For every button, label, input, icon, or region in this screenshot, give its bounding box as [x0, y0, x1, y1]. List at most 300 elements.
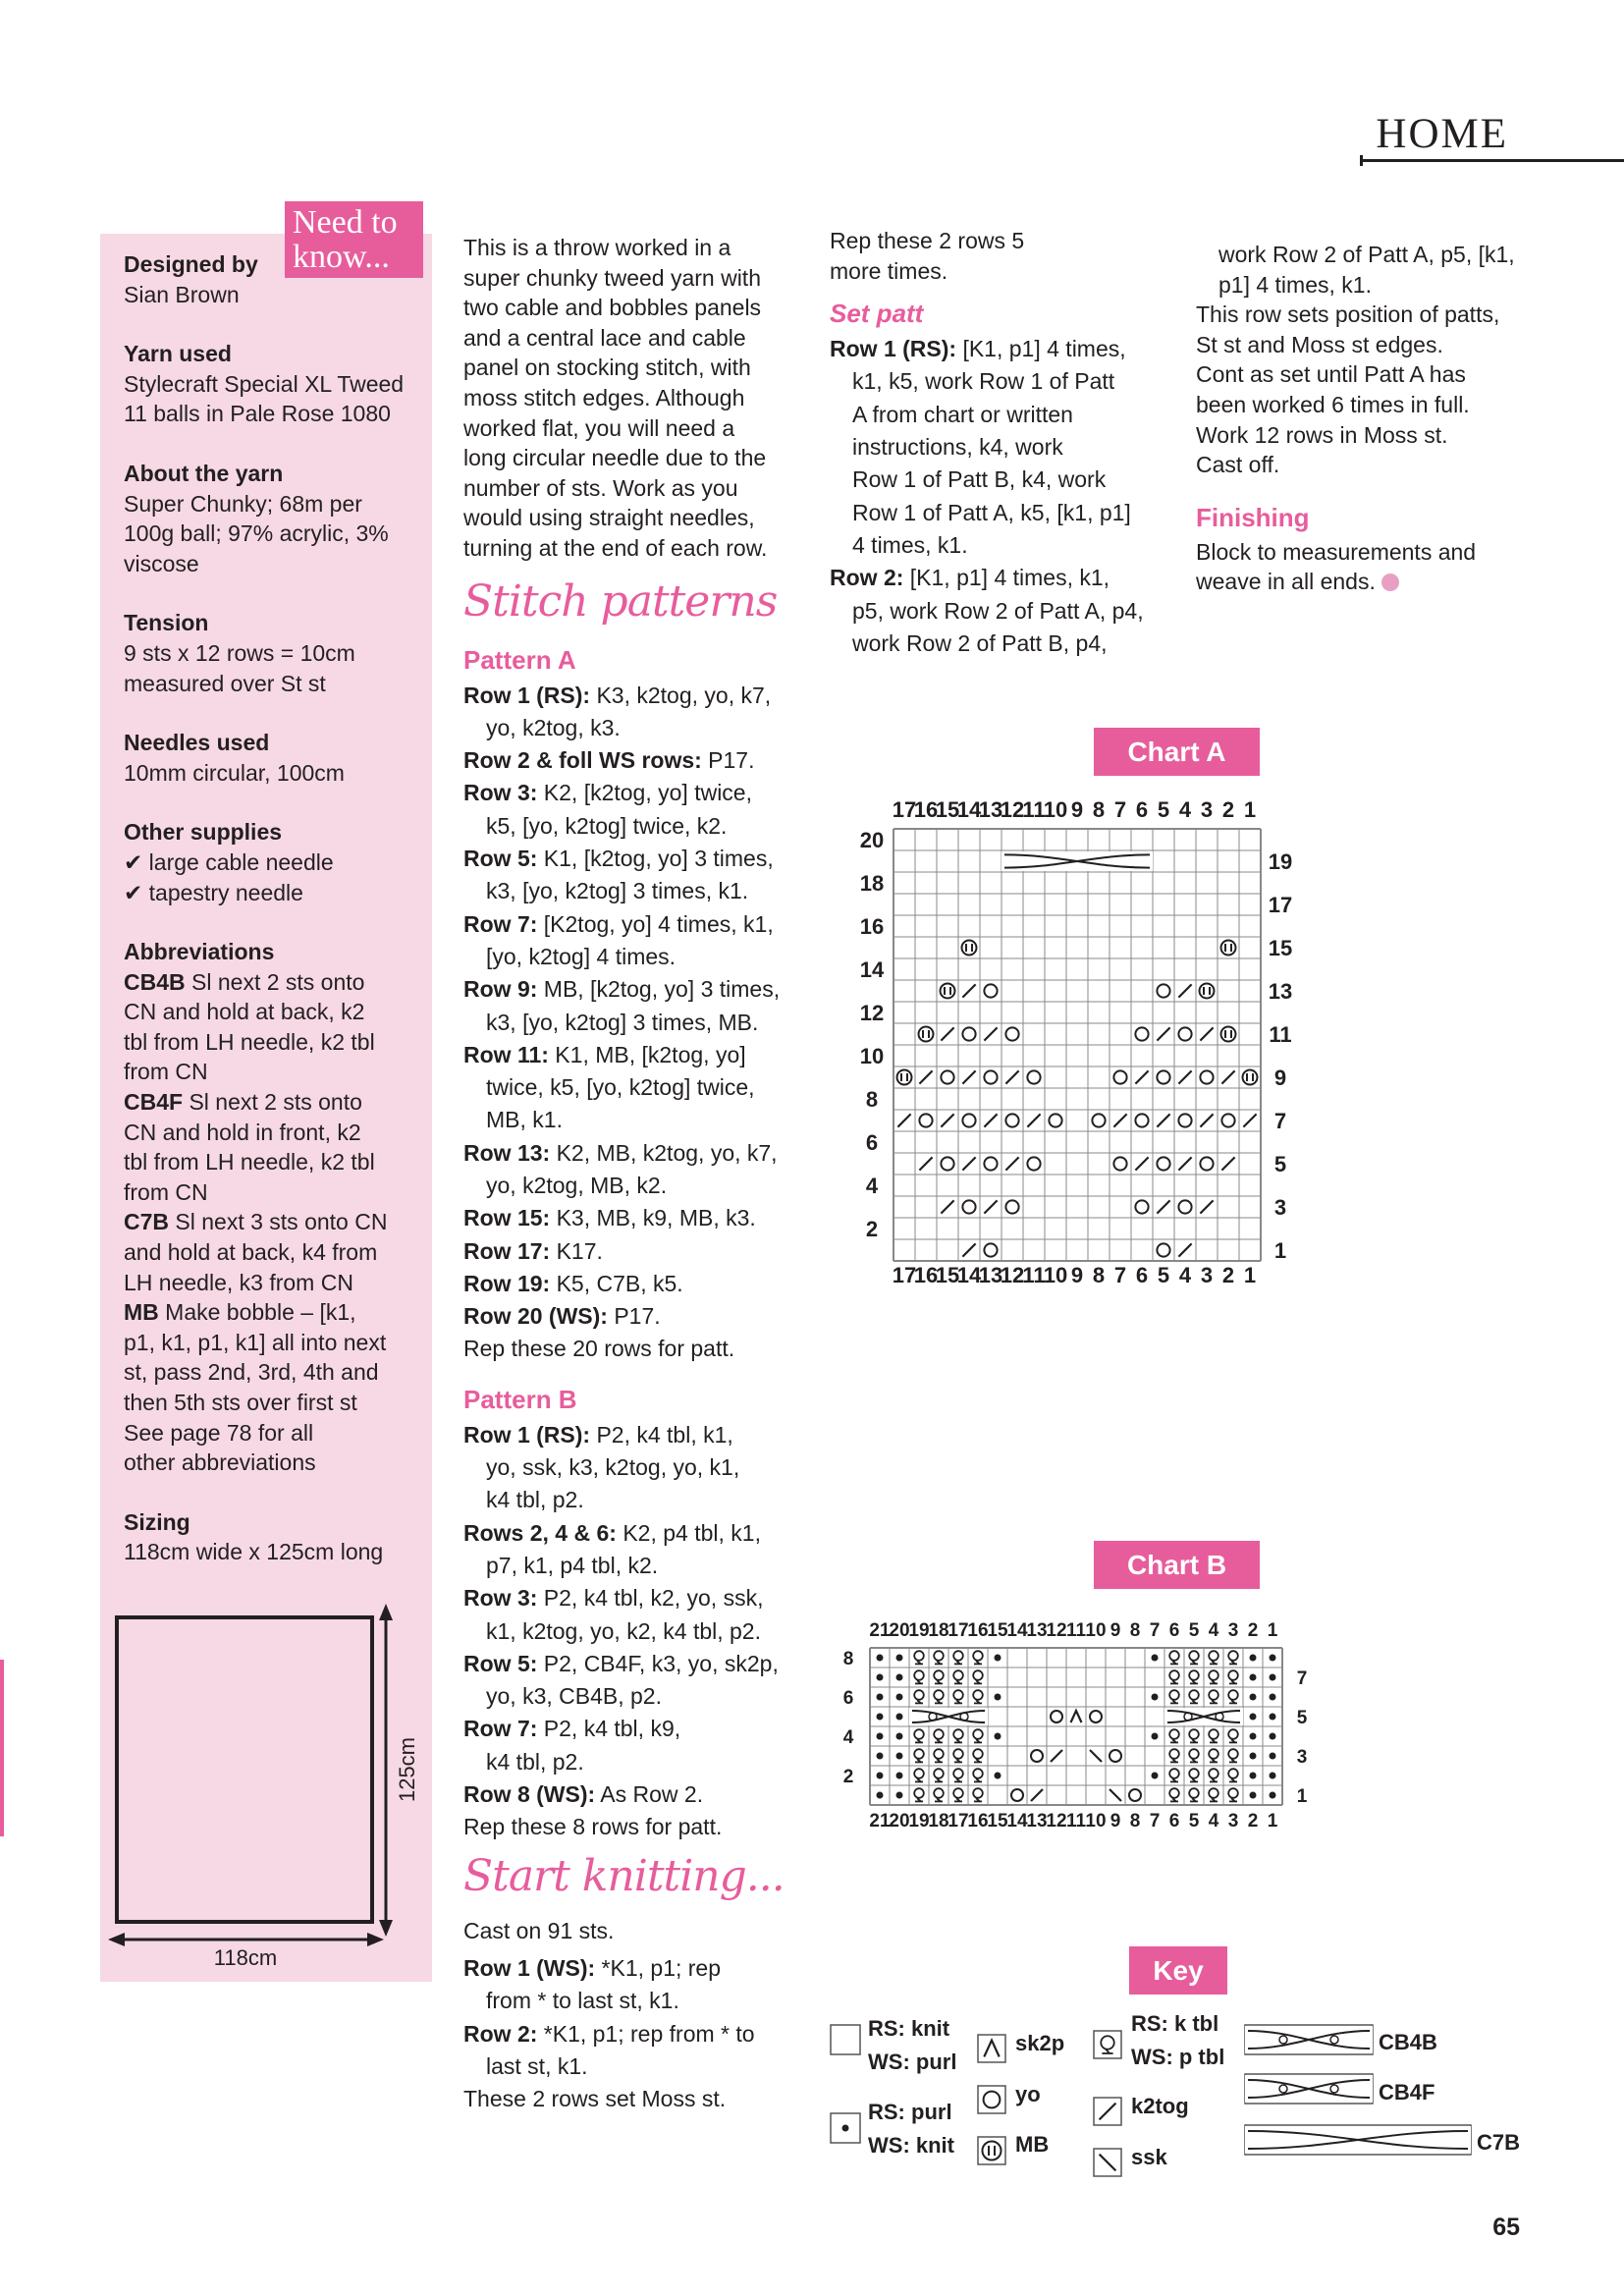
key-sk2p-text: sk2p	[1015, 2031, 1065, 2055]
section-heading: Abbreviations	[124, 939, 275, 965]
purl-dot-symbol	[1250, 1655, 1257, 1662]
row-text: twice, k5, [yo, k2tog] twice,	[486, 1074, 755, 1101]
purl-dot-symbol	[896, 1694, 903, 1701]
purl-dot-symbol	[896, 1733, 903, 1740]
k2tog-symbol	[1027, 1114, 1040, 1126]
ktbl-symbol	[1169, 1769, 1179, 1778]
row-label: Row 7:	[463, 1716, 538, 1742]
column-number: 21	[869, 1811, 891, 1831]
ssk-symbol	[1090, 1750, 1102, 1762]
row-label: Row 20 (WS):	[463, 1303, 608, 1330]
row-number: 5	[1296, 1708, 1308, 1728]
ktbl-symbol	[934, 1788, 944, 1798]
ktbl-symbol	[1189, 1651, 1199, 1661]
section-heading: About the yarn	[124, 460, 284, 486]
width-arrow-head-right	[367, 1933, 384, 1946]
column-number: 15	[987, 1620, 1008, 1641]
purl-dot-symbol	[1152, 1694, 1159, 1701]
ktbl-symbol	[1169, 1670, 1179, 1680]
text-line: been worked 6 times in full.	[1196, 391, 1470, 417]
column-3	[830, 226, 1164, 660]
column-number: 11	[1065, 1620, 1087, 1641]
key-ktbl-text	[1131, 2007, 1224, 2074]
ktbl-symbol	[1209, 1729, 1218, 1739]
row-label: Row 1 (WS):	[463, 1954, 596, 1981]
column-number: 4	[1178, 797, 1192, 822]
column-number: 13	[978, 797, 1003, 822]
column-number: 4	[1208, 1811, 1219, 1831]
row-number: 16	[859, 914, 885, 939]
row-text: yo, ssk, k3, k2tog, yo, k1,	[486, 1454, 740, 1481]
ktbl-symbol	[1228, 1670, 1238, 1680]
purl-dot-symbol	[1270, 1733, 1276, 1740]
badge-line: Need to	[293, 204, 398, 241]
yo-symbol	[1051, 1711, 1062, 1722]
sk2p-symbol	[1071, 1711, 1082, 1722]
key-ssk-text: ssk	[1131, 2145, 1167, 2169]
row-text: k4 tbl, p2.	[486, 1487, 584, 1513]
column-number: 20	[889, 1620, 910, 1641]
row-text: K3, k2tog, yo, k7,	[590, 682, 772, 708]
yo-symbol	[941, 1070, 953, 1083]
chart-a-label: Chart A	[1094, 728, 1260, 776]
row-text: P2, k4 tbl, k2, yo, ssk,	[537, 1585, 764, 1612]
k2tog-symbol	[962, 1070, 975, 1083]
abbr-line: p1, k1, p1, k1] all into next	[124, 1329, 387, 1355]
yo-symbol	[962, 1027, 975, 1040]
intro-line: super chunky tweed yarn with	[463, 264, 761, 291]
yo-symbol	[1110, 1750, 1121, 1762]
row-number: 6	[865, 1130, 879, 1155]
k2tog-symbol	[1135, 1157, 1148, 1170]
k2tog-symbol	[897, 1114, 910, 1126]
ktbl-symbol	[934, 1769, 944, 1778]
purl-dot-symbol	[1152, 1733, 1159, 1740]
ktbl-symbol	[934, 1729, 944, 1739]
yo-symbol	[1135, 1200, 1148, 1213]
k2tog-symbol	[1051, 1750, 1062, 1762]
column-number: 14	[956, 1263, 982, 1287]
section-line: Sian Brown	[124, 281, 240, 307]
row-text: K1, MB, [k2tog, yo]	[548, 1041, 746, 1067]
column-number: 16	[967, 1811, 989, 1831]
k2tog-symbol	[962, 1243, 975, 1256]
intro-line: number of sts. Work as you	[463, 474, 738, 501]
key-yo-text: yo	[1015, 2082, 1041, 2106]
ktbl-symbol	[1209, 1769, 1218, 1778]
abbr-line: LH needle, k3 from CN	[124, 1269, 353, 1295]
row-number: 1	[1296, 1786, 1308, 1807]
ktbl-symbol	[1228, 1651, 1238, 1661]
chart-a	[844, 786, 1492, 1522]
row-label: Row 15:	[463, 1205, 551, 1231]
column-number: 16	[913, 797, 939, 822]
width-label: 118cm	[213, 1945, 278, 1970]
k2tog-symbol	[1005, 1070, 1018, 1083]
row-text: K1, [k2tog, yo] 3 times,	[537, 846, 774, 872]
column-number: 12	[1046, 1811, 1067, 1831]
row-text: k1, k2tog, yo, k2, k4 tbl, p2.	[486, 1617, 761, 1644]
column-number: 9	[1110, 1620, 1121, 1641]
column-number: 4	[1178, 1263, 1192, 1287]
yo-symbol	[1049, 1114, 1061, 1126]
purl-dot-symbol	[1250, 1792, 1257, 1799]
yarn-ball-icon	[1381, 574, 1399, 591]
column-number: 4	[1208, 1620, 1219, 1641]
k2tog-symbol	[984, 1114, 997, 1126]
row-text: k4 tbl, p2.	[486, 1748, 584, 1775]
yo-symbol	[1200, 1157, 1213, 1170]
purl-dot-symbol	[1270, 1674, 1276, 1681]
mb-symbol	[1200, 984, 1215, 999]
column-number: 6	[1168, 1811, 1180, 1831]
row-number: 20	[859, 828, 885, 852]
row-text: [K2tog, yo] 4 times, k1,	[537, 910, 774, 937]
about-yarn-section	[124, 459, 424, 578]
column-number: 16	[913, 1263, 939, 1287]
text-line: Cont as set until Patt A has	[1196, 361, 1466, 388]
column-number: 13	[1026, 1620, 1048, 1641]
ktbl-symbol	[973, 1670, 983, 1680]
repeat-note: Rep these 20 rows for patt.	[463, 1336, 735, 1362]
ktbl-symbol	[934, 1749, 944, 1759]
k2tog-symbol	[1113, 1114, 1126, 1126]
abbr-term: MB	[124, 1299, 159, 1326]
text-line: more times.	[830, 257, 948, 284]
section-heading: Designed by	[124, 251, 258, 277]
ktbl-symbol	[1169, 1651, 1179, 1661]
ktbl-symbol	[1189, 1749, 1199, 1759]
row-label: Row 2:	[463, 2020, 538, 2047]
column-number: 8	[1129, 1811, 1141, 1831]
yo-symbol	[1011, 1789, 1023, 1801]
row-number: 6	[842, 1688, 854, 1709]
purl-dot-symbol	[1152, 1655, 1159, 1662]
column-number: 17	[892, 797, 917, 822]
tension-section	[124, 608, 424, 698]
k2tog-symbol	[1200, 1027, 1213, 1040]
ktbl-symbol	[1189, 1670, 1199, 1680]
column-number: 9	[1070, 797, 1084, 822]
column-number: 18	[928, 1620, 949, 1641]
column-number: 14	[956, 797, 982, 822]
text-line: St st and Moss st edges.	[1196, 331, 1443, 357]
column-number: 3	[1200, 1263, 1214, 1287]
yo-symbol	[1178, 1200, 1191, 1213]
row-number: 4	[865, 1174, 879, 1198]
column-number: 18	[928, 1811, 949, 1831]
purl-dot-symbol	[1250, 1714, 1257, 1721]
stitch-patterns-heading: Stitch patterns	[463, 575, 778, 627]
purl-dot-symbol	[1270, 1773, 1276, 1779]
purl-dot-symbol	[877, 1773, 884, 1779]
section-line: Stylecraft Special XL Tweed	[124, 370, 405, 397]
text-line: Cast off.	[1196, 452, 1280, 478]
k2tog-symbol	[1157, 1114, 1169, 1126]
abbr-line: CN and hold at back, k2	[124, 999, 365, 1025]
row-label: Row 13:	[463, 1139, 551, 1166]
row-number: 3	[1273, 1195, 1287, 1220]
chart-b-grid	[870, 1648, 1282, 1805]
pattern-b-rows	[463, 1419, 802, 1844]
row-label: Row 2:	[830, 565, 904, 591]
intro-line: moss stitch edges. Although	[463, 384, 745, 410]
supplies-section	[124, 817, 424, 907]
ktbl-symbol	[973, 1729, 983, 1739]
row-text: work Row 2 of Patt B, p4,	[852, 629, 1108, 656]
column-number: 9	[1070, 1263, 1084, 1287]
section-heading: Needles used	[124, 730, 270, 756]
row-number: 18	[859, 871, 885, 896]
section-heading: Sizing	[124, 1508, 190, 1535]
yo-symbol	[1157, 1157, 1169, 1170]
yo-symbol	[1178, 1027, 1191, 1040]
section-line: 100g ball; 97% acrylic, 3%	[124, 520, 389, 547]
mb-symbol	[1221, 1027, 1236, 1042]
column-number: 7	[1149, 1620, 1161, 1641]
row-text: yo, k2tog, MB, k2.	[486, 1172, 668, 1198]
section-heading: Tension	[124, 610, 209, 636]
k2tog-symbol	[1031, 1789, 1043, 1801]
yo-symbol	[984, 1243, 997, 1256]
row-text: P2, CB4F, k3, yo, sk2p,	[537, 1650, 779, 1676]
row-text: A from chart or written	[852, 401, 1073, 427]
section-heading: Other supplies	[124, 819, 283, 846]
height-arrow-head-top	[379, 1604, 393, 1620]
row-label: Row 1 (RS):	[463, 1421, 591, 1448]
ktbl-symbol	[914, 1769, 924, 1778]
ktbl-symbol	[914, 1788, 924, 1798]
column-number: 8	[1092, 797, 1106, 822]
row-text: K2, p4 tbl, k1,	[616, 1519, 761, 1546]
mb-symbol	[941, 984, 955, 999]
column-number: 2	[1221, 797, 1235, 822]
row-text: Row 1 of Patt B, k4, work	[852, 466, 1107, 493]
sizing-section	[124, 1507, 424, 1567]
column-number: 7	[1149, 1811, 1161, 1831]
text-line: weave in all ends.	[1196, 569, 1376, 595]
yo-symbol	[1113, 1157, 1126, 1170]
column-number: 15	[935, 797, 960, 822]
ktbl-symbol	[1228, 1749, 1238, 1759]
k2tog-symbol	[1157, 1027, 1169, 1040]
ktbl-symbol	[1169, 1729, 1179, 1739]
row-label: Row 5:	[463, 846, 538, 872]
yo-symbol	[962, 1114, 975, 1126]
purl-dot-symbol	[1250, 1694, 1257, 1701]
row-text: P17.	[701, 747, 755, 774]
intro-line: would using straight needles,	[463, 505, 755, 531]
ktbl-symbol	[934, 1670, 944, 1680]
row-label: Row 1 (RS):	[830, 336, 957, 362]
row-label: Row 2 & foll WS rows:	[463, 747, 702, 774]
row-number: 2	[842, 1767, 854, 1787]
section-line: viscose	[124, 550, 199, 576]
column-number: 11	[1065, 1811, 1087, 1831]
column-number: 6	[1135, 1263, 1149, 1287]
k2tog-symbol	[1135, 1070, 1148, 1083]
key-text: WS: knit	[868, 2133, 954, 2158]
ktbl-symbol	[934, 1690, 944, 1700]
row-label: Row 3:	[463, 1585, 538, 1612]
yo-symbol	[1027, 1157, 1040, 1170]
column-number: 10	[1043, 797, 1068, 822]
ktbl-symbol	[914, 1749, 924, 1759]
section-line: 11 balls in Pale Rose 1080	[124, 401, 391, 427]
row-label: Row 5:	[463, 1650, 538, 1676]
abbr-line: from CN	[124, 1059, 208, 1085]
yo-symbol	[1090, 1711, 1102, 1722]
purl-dot-symbol	[995, 1694, 1001, 1701]
size-diagram	[108, 1601, 422, 1974]
yo-symbol	[941, 1157, 953, 1170]
badge-line: know...	[293, 239, 390, 275]
row-label: Rows 2, 4 & 6:	[463, 1519, 617, 1546]
purl-dot-symbol	[995, 1655, 1001, 1662]
purl-dot-symbol	[1250, 1733, 1257, 1740]
abbr-line: See page 78 for all	[124, 1419, 314, 1446]
column-number: 17	[947, 1620, 969, 1641]
yo-symbol	[1005, 1200, 1018, 1213]
k2tog-symbol	[1178, 1243, 1191, 1256]
key-cb4f-text: CB4F	[1379, 2080, 1435, 2105]
yo-symbol	[1031, 1750, 1043, 1762]
height-label: 125cm	[395, 1736, 419, 1803]
column-number: 5	[1188, 1620, 1200, 1641]
row-text: MB, [k2tog, yo] 3 times,	[537, 976, 781, 1003]
column-number: 7	[1113, 1263, 1127, 1287]
column-number: 12	[1000, 1263, 1025, 1287]
yo-symbol	[919, 1114, 932, 1126]
purl-dot-symbol	[896, 1655, 903, 1662]
row-number: 10	[859, 1044, 885, 1068]
row-text: MB, k1.	[486, 1107, 563, 1133]
k2tog-symbol	[984, 1027, 997, 1040]
column-number: 10	[1085, 1811, 1107, 1831]
ktbl-symbol	[1169, 1788, 1179, 1798]
purl-dot-symbol	[877, 1753, 884, 1760]
cast-on-text: Cast on 91 sts.	[463, 1917, 615, 1943]
column-number: 6	[1135, 797, 1149, 822]
row-number: 3	[1296, 1747, 1308, 1768]
k2tog-symbol	[941, 1114, 953, 1126]
designer-section	[124, 249, 424, 309]
row-label: Row 11:	[463, 1041, 549, 1067]
section-heading: Yarn used	[124, 341, 232, 367]
row-number: 9	[1273, 1066, 1287, 1090]
purl-dot-symbol	[842, 2125, 849, 2132]
k2tog-symbol	[1221, 1070, 1234, 1083]
key-k2tog-text: k2tog	[1131, 2094, 1189, 2118]
set-patt-rows	[830, 333, 1164, 660]
mb-symbol	[1221, 941, 1236, 956]
yo-symbol	[1135, 1114, 1148, 1126]
intro-line: This is a throw worked in a	[463, 235, 731, 260]
yo-symbol	[984, 1157, 997, 1170]
row-text: *K1, p1; rep	[595, 1954, 722, 1981]
row-number: 8	[842, 1649, 854, 1669]
k2tog-symbol	[941, 1027, 953, 1040]
column-number: 10	[1043, 1263, 1068, 1287]
abbr-line: other abbreviations	[124, 1449, 316, 1476]
text-line: Block to measurements and	[1196, 538, 1477, 565]
row-text: *K1, p1; rep from * to	[537, 2020, 755, 2047]
text-line: This row sets position of patts,	[1196, 301, 1500, 328]
ktbl-symbol	[1209, 1651, 1218, 1661]
mb-symbol	[962, 941, 977, 956]
ssk-symbol	[1110, 1789, 1121, 1801]
column-number: 12	[1000, 797, 1025, 822]
abbr-line: Sl next 2 sts onto	[183, 1089, 362, 1116]
section-line: ✔ large cable needle	[124, 848, 334, 875]
purl-dot-symbol	[1270, 1792, 1276, 1799]
column-number: 17	[947, 1811, 969, 1831]
ktbl-symbol	[973, 1769, 983, 1778]
abbr-line: Make bobble – [k1,	[158, 1299, 356, 1326]
purl-dot-symbol	[1250, 1773, 1257, 1779]
row-text: P2, k4 tbl, k9,	[537, 1716, 681, 1742]
column-number: 11	[1022, 797, 1046, 822]
abbr-line: Sl next 2 sts onto	[185, 968, 365, 995]
column-number: 12	[1046, 1620, 1067, 1641]
abbreviations-section	[124, 937, 424, 1478]
column-number: 15	[935, 1263, 960, 1287]
column-number: 17	[892, 1263, 917, 1287]
row-text: K17.	[550, 1237, 603, 1264]
intro-line: long circular needle due to the	[463, 445, 767, 471]
row-text: k3, [yo, k2tog] 3 times, k1.	[486, 878, 749, 904]
column-number: 16	[967, 1620, 989, 1641]
section-header: HOME	[1376, 111, 1508, 157]
ktbl-symbol	[914, 1651, 924, 1661]
column-number: 9	[1110, 1811, 1121, 1831]
column-number: 13	[978, 1263, 1003, 1287]
column-number: 20	[889, 1811, 910, 1831]
yarn-section	[124, 339, 424, 429]
purl-dot-symbol	[1152, 1773, 1159, 1779]
ktbl-symbol	[914, 1690, 924, 1700]
column-number: 7	[1113, 797, 1127, 822]
row-text: p7, k1, p4 tbl, k2.	[486, 1552, 659, 1578]
ktbl-symbol	[1228, 1788, 1238, 1798]
row-text: K2, [k2tog, yo] twice,	[537, 780, 752, 806]
yo-symbol	[1027, 1070, 1040, 1083]
ktbl-symbol	[914, 1670, 924, 1680]
abbr-line: and hold at back, k4 from	[124, 1239, 378, 1266]
key-text: WS: p tbl	[1131, 2045, 1225, 2069]
abbr-line: Sl next 3 sts onto CN	[169, 1209, 388, 1235]
purl-dot-symbol	[877, 1694, 884, 1701]
header-rule-tick	[1360, 155, 1363, 166]
mb-symbol	[897, 1070, 912, 1085]
purl-dot-symbol	[877, 1792, 884, 1799]
row-label: Row 19:	[463, 1270, 551, 1296]
yo-symbol	[1005, 1027, 1018, 1040]
k2tog-symbol	[1178, 1157, 1191, 1170]
yo-symbol	[1178, 1114, 1191, 1126]
page-number: 65	[1492, 2214, 1520, 2241]
edge-accent	[0, 1660, 4, 1836]
purl-dot-symbol	[995, 1773, 1001, 1779]
ktbl-symbol	[1189, 1769, 1199, 1778]
ktbl-symbol	[953, 1788, 963, 1798]
column-number: 21	[869, 1620, 891, 1641]
abbr-line: CN and hold in front, k2	[124, 1119, 361, 1145]
column-number: 8	[1129, 1620, 1141, 1641]
ktbl-symbol	[1169, 1749, 1179, 1759]
ktbl-symbol	[1228, 1690, 1238, 1700]
ktbl-symbol	[973, 1749, 983, 1759]
